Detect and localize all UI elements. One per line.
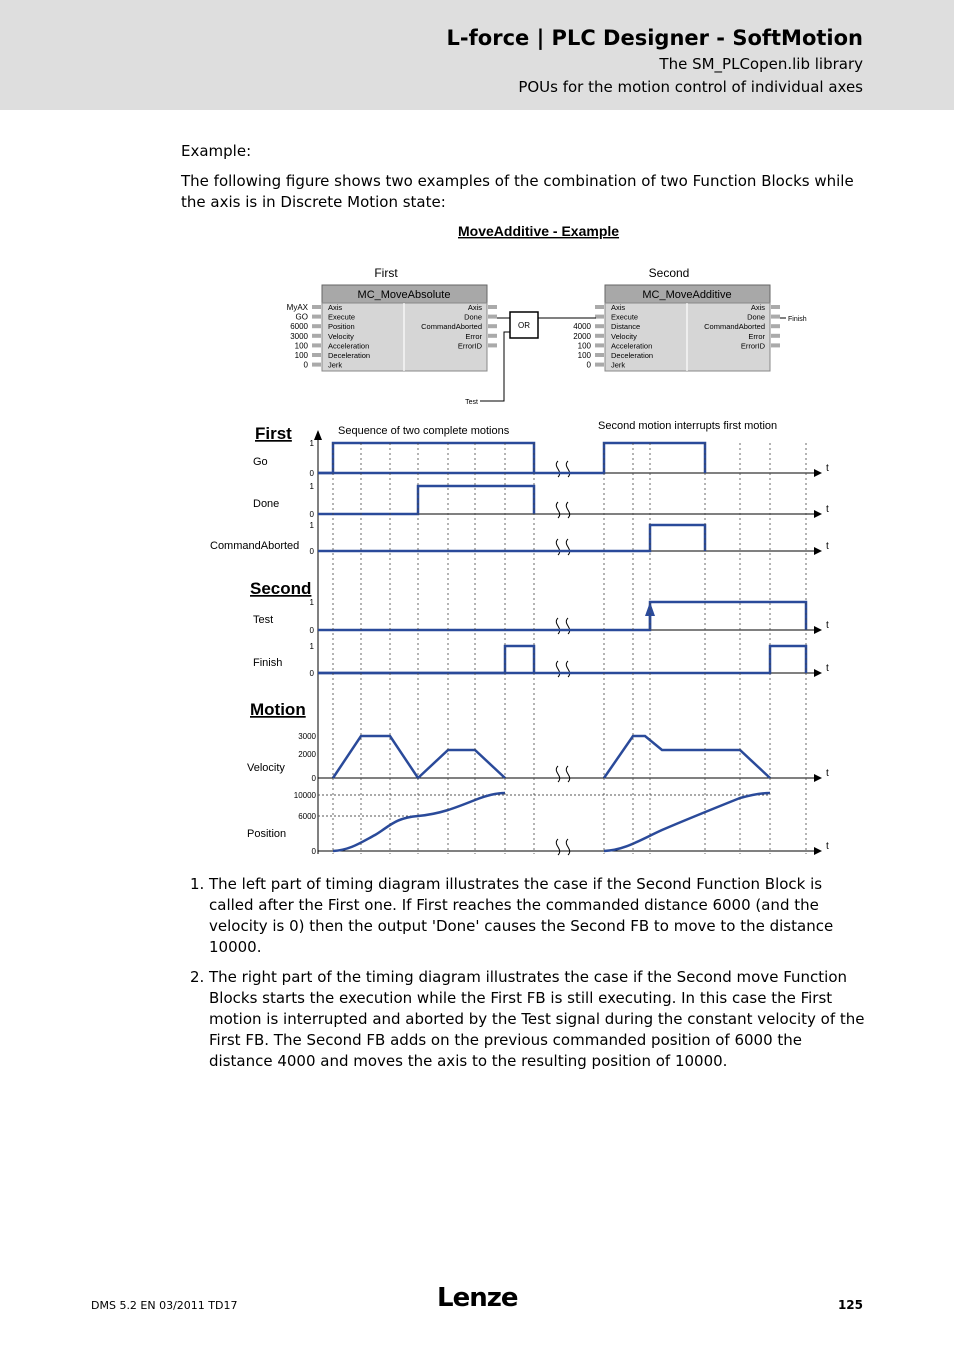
level-high-commandaborted: 1: [309, 521, 314, 530]
fb-second-output-label: ErrorID: [740, 341, 765, 351]
fb-second-input-value: 100: [577, 351, 591, 360]
doc-id: DMS 5.2 EN 03/2011 TD17: [91, 1299, 238, 1312]
fb-first-input-label: Acceleration: [328, 341, 370, 351]
fb-second-input-label: Jerk: [611, 360, 626, 370]
signal-commandaborted-break-mark: [556, 539, 569, 555]
fb-first-output-pin: [488, 324, 497, 328]
fb-second-input-value: 100: [577, 341, 591, 351]
fb-second-name: MC_MoveAdditive: [642, 289, 732, 301]
fb-second-input-label: Velocity: [611, 331, 637, 341]
velocity-tick-3000: 3000: [298, 732, 316, 741]
fb-second-output-pin: [771, 315, 780, 319]
signal-label-done: Done: [253, 498, 280, 510]
signal-label-position: Position: [247, 828, 287, 840]
fb-first-output-pin: [488, 315, 497, 319]
signal-label-go: Go: [253, 456, 268, 468]
signal-done-arrow: [814, 510, 822, 518]
section-motion-heading: Motion: [250, 700, 306, 719]
velocity-time-label: t: [826, 768, 829, 779]
fb-first-input-pin: [312, 343, 321, 347]
fb-first-output-label: Axis: [467, 303, 482, 312]
list-text: The right part of the timing diagram illustrates the case if the Second move Function Blocks starts the execution while the First FB is still executing. In this case the First motion is interrupted and aborted by the Test signal during the constant velocity of the First FB. The Second FB adds on the previous commanded position of 6000 the distance 4000 and moves the axis to the resulting position of 10000.: [209, 968, 865, 1070]
figure-title: MoveAdditive - Example: [458, 223, 620, 239]
fb-second-input-pin: [595, 305, 604, 309]
signal-label-commandaborted: CommandAborted: [210, 540, 300, 552]
fb-first-name: MC_MoveAbsolute: [357, 289, 451, 301]
fb-first-output-label: ErrorID: [457, 341, 482, 351]
signal-label-finish: Finish: [253, 657, 283, 669]
position-curve-left: [333, 793, 505, 851]
fb-first-input-value: GO: [295, 312, 308, 322]
velocity-break-mark: [556, 766, 569, 782]
signal-go-arrow: [814, 469, 822, 477]
time-axis-arrow-up: [314, 430, 322, 440]
level-low-commandaborted: 0: [309, 547, 314, 556]
timing-diagram-figure: [200, 218, 840, 868]
fb-second-input-value: 4000: [573, 322, 591, 332]
level-low-go: 0: [309, 469, 314, 478]
position-curve-right: [604, 793, 770, 851]
signal-test-break-mark: [556, 618, 569, 634]
pulse-go: [318, 443, 534, 473]
velocity-curve-left: [333, 736, 505, 778]
fb-second-input-pin: [595, 324, 604, 328]
fb-second-input-pin: [595, 315, 604, 319]
signal-label-test: Test: [253, 614, 274, 626]
fb-first-output-pin: [488, 305, 497, 309]
signal-commandaborted-arrow: [814, 547, 822, 555]
fb-second-output-pin: [771, 305, 780, 309]
pulse-finish: [318, 646, 806, 673]
fb-second-output-label: CommandAborted: [704, 322, 765, 332]
signal-label-velocity: Velocity: [247, 762, 285, 774]
signal-go-break-mark: [556, 461, 569, 477]
finish-output-label: Finish: [788, 316, 807, 323]
signal-test-time-label: t: [826, 620, 829, 631]
fb-first-input-label: Axis: [328, 303, 343, 312]
fb-second-input-pin: [595, 353, 604, 357]
list-number: 1.: [190, 875, 205, 893]
level-high-go: 1: [309, 439, 314, 448]
fb-second-input-label: Execute: [611, 312, 639, 322]
list-item: [190, 874, 866, 958]
fb-second-input-pin: [595, 343, 604, 347]
fb-first-output-label: Done: [464, 312, 482, 322]
fb-first-input-value: 100: [294, 351, 308, 360]
fb-first-input-label: Execute: [328, 312, 356, 322]
fb-first-output-pin: [488, 343, 497, 347]
fb-second-output-label: Error: [748, 331, 765, 341]
fb-first-input-pin: [312, 334, 321, 338]
velocity-tick-2000: 2000: [298, 750, 316, 759]
fb-second-output-pin: [771, 343, 780, 347]
pulse-test: [318, 602, 806, 630]
fb-first-input-pin: [312, 324, 321, 328]
signal-finish-break-mark: [556, 661, 569, 677]
level-high-done: 1: [309, 482, 314, 491]
fb-first-input-value: 100: [294, 341, 308, 351]
list-number: 2.: [190, 968, 205, 986]
section-name: POUs for the motion control of individual axes: [518, 78, 863, 96]
fb-first-input-pin: [312, 315, 321, 319]
level-low-finish: 0: [309, 669, 314, 678]
fb-second-output-label: Axis: [750, 303, 765, 312]
fb-first-input-value: MyAX: [286, 303, 308, 312]
fb-second-input-label: Distance: [611, 322, 641, 332]
position-tick-0: 0: [311, 847, 316, 856]
section-second-heading: Second: [250, 579, 312, 598]
pulse-done: [318, 486, 534, 514]
signal-done-break-mark: [556, 502, 569, 518]
position-tick-6000: 6000: [298, 812, 316, 821]
signal-go-time-label: t: [826, 463, 829, 474]
fb-first-input-value: 6000: [290, 322, 308, 332]
fb-second-input-pin: [595, 363, 604, 367]
fb-second-input-label: Acceleration: [611, 341, 653, 351]
fb-first-input-label: Deceleration: [328, 351, 371, 360]
fb-second-output-pin: [771, 334, 780, 338]
signal-finish-time-label: t: [826, 663, 829, 674]
fb-first-output-label: Error: [465, 331, 482, 341]
fb-first-output-label: CommandAborted: [421, 322, 482, 332]
level-low-done: 0: [309, 510, 314, 519]
signal-finish-arrow: [814, 669, 822, 677]
fb-first-input-pin: [312, 305, 321, 309]
position-break-mark: [556, 839, 569, 855]
list-item: [190, 967, 866, 1072]
fb-second-input-pin: [595, 334, 604, 338]
page-number: 125: [837, 1298, 863, 1312]
fb-second-instance-label: Second: [648, 266, 690, 280]
fb-second-input-value: 2000: [573, 331, 591, 341]
pulse-go: [318, 443, 705, 473]
position-tick-10000: 10000: [293, 791, 316, 800]
intro-paragraph: The following figure shows two examples of the combination of two Function Blocks while the axis is in Discrete Motion state:: [181, 172, 854, 211]
or-label: OR: [518, 321, 530, 330]
fb-first-instance-label: First: [374, 266, 398, 280]
fb-second-input-label: Deceleration: [611, 351, 654, 360]
level-high-test: 1: [309, 598, 314, 607]
example-label: Example:: [181, 142, 252, 160]
pulse-commandaborted: [318, 525, 705, 551]
test-input-label: Test: [465, 399, 478, 406]
fb-first-input-label: Velocity: [328, 331, 354, 341]
list-text: The left part of timing diagram illustrates the case if the Second Function Block is called after the First one. If First reaches the commanded distance 6000 (and the velocity is 0) then the output 'Done' causes the Second FB to move to the distance 10000.: [209, 875, 834, 956]
fb-first-input-pin: [312, 353, 321, 357]
velocity-tick-0: 0: [311, 774, 316, 783]
annotation-right: Second motion interrupts first motion: [598, 420, 778, 432]
fb-first-input-value: 0: [303, 360, 308, 370]
level-low-test: 0: [309, 626, 314, 635]
lenze-logo: Lenze: [437, 1283, 518, 1313]
annotation-left: Sequence of two complete motions: [338, 425, 510, 437]
level-high-finish: 1: [309, 642, 314, 651]
position-time-label: t: [826, 841, 829, 852]
fb-first-output-pin: [488, 334, 497, 338]
velocity-curve-right: [604, 736, 770, 778]
document-title: L-force | PLC Designer - SoftMotion: [446, 26, 863, 50]
page-header: [0, 0, 954, 110]
library-name: The SM_PLCopen.lib library: [659, 55, 863, 73]
pulse-finish: [318, 646, 534, 673]
fb-second-input-value: 0: [586, 360, 591, 370]
signal-done-time-label: t: [826, 504, 829, 515]
section-first-heading: First: [255, 424, 292, 443]
fb-second-output-pin: [771, 324, 780, 328]
fb-first-input-label: Position: [328, 322, 355, 332]
signal-test-arrow: [814, 626, 822, 634]
position-arrow: [814, 847, 822, 855]
fb-second-output-label: Done: [747, 312, 765, 322]
fb-first-input-label: Jerk: [328, 360, 343, 370]
fb-second-input-label: Axis: [611, 303, 626, 312]
fb-first-input-value: 3000: [290, 331, 308, 341]
fb-first-input-pin: [312, 363, 321, 367]
velocity-arrow: [814, 774, 822, 782]
explanation-list: [190, 874, 866, 1081]
signal-commandaborted-time-label: t: [826, 541, 829, 552]
